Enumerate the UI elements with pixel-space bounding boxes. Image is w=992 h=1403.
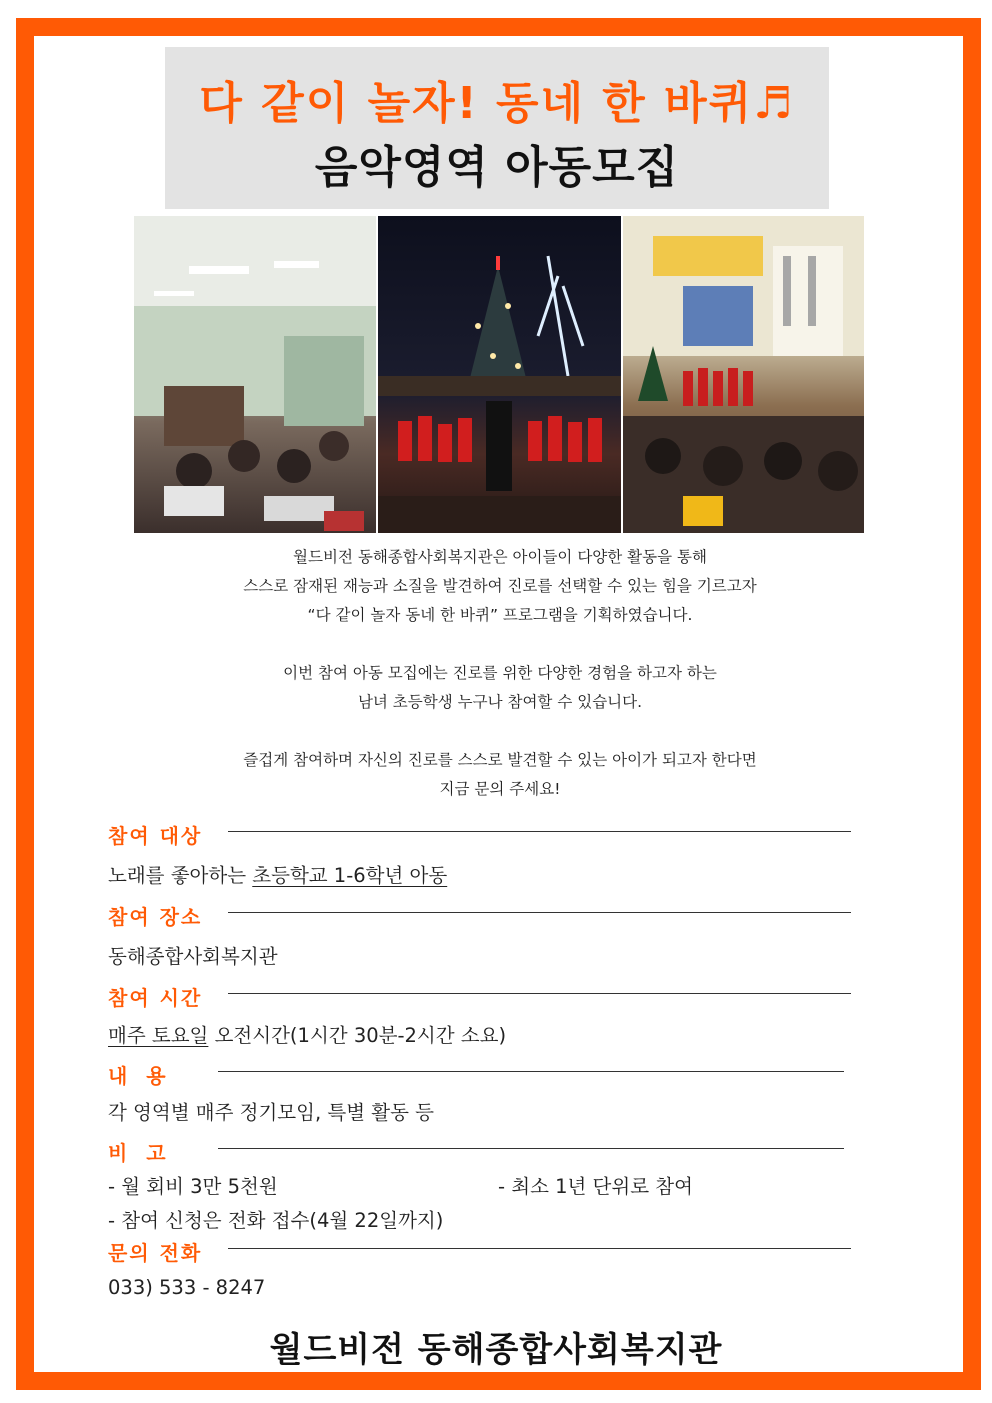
target-underlined: 초등학교 1-6학년 아동 <box>252 864 448 887</box>
contact-phone[interactable]: 033) 533 - 8247 <box>108 1276 266 1299</box>
contact-label: 문의 전화 <box>108 1241 203 1265</box>
time-value <box>108 1020 506 1048</box>
contact-divider <box>228 1248 851 1249</box>
time-suffix: 오전시간(1시간 30분-2시간 소요) <box>208 1024 507 1047</box>
content-divider <box>218 1071 844 1072</box>
time-divider <box>228 993 851 994</box>
photo-church-performance <box>623 216 864 533</box>
intro-line: 즐겁게 참여하며 자신의 진로를 스스로 발견할 수 있는 아이가 되고자 한다면 <box>243 751 757 769</box>
place-value: 동해종합사회복지관 <box>108 945 278 968</box>
subheadline: 음악영역 아동모집 <box>314 142 680 193</box>
place-divider <box>228 912 851 913</box>
notes-item-duration: - 최소 1년 단위로 참여 <box>498 1175 693 1198</box>
notes-label: 비 고 <box>108 1141 172 1165</box>
photo-strip <box>134 216 864 533</box>
target-value <box>108 860 447 888</box>
target-divider <box>228 831 851 832</box>
footer-organization: 월드비전 동해종합사회복지관 <box>269 1330 723 1370</box>
intro-line: 스스로 잠재된 재능과 소질을 발견하여 진로를 선택할 수 있는 힘을 기르고자 <box>243 577 757 595</box>
intro-line: 월드비전 동해종합사회복지관은 아이들이 다양한 활동을 통해 <box>293 548 707 566</box>
intro-text <box>100 543 900 804</box>
content-label: 내 용 <box>108 1064 172 1088</box>
photo-practice-room <box>134 216 376 533</box>
notes-item-apply: - 참여 신청은 전화 접수(4월 22일까지) <box>108 1209 444 1232</box>
notes-item-fee: - 월 회비 3만 5천원 <box>108 1175 278 1198</box>
content-value: 각 영역별 매주 정기모임, 특별 활동 등 <box>108 1101 434 1124</box>
intro-line: 이번 참여 아동 모집에는 진로를 위한 다양한 경험을 하고자 하는 <box>283 664 717 682</box>
time-underlined: 매주 토요일 <box>108 1024 209 1047</box>
intro-line: 지금 문의 주세요! <box>439 780 561 798</box>
intro-line: “다 같이 놀자 동네 한 바퀴” 프로그램을 기획하였습니다. <box>307 606 693 624</box>
photo-night-concert <box>378 216 621 533</box>
notes-divider <box>218 1148 844 1149</box>
intro-line: 남녀 초등학생 누구나 참여할 수 있습니다. <box>357 693 643 711</box>
title-banner <box>165 47 829 209</box>
target-prefix: 노래를 좋아하는 <box>108 864 253 887</box>
target-label: 참여 대상 <box>108 824 203 848</box>
headline: 다 같이 놀자! 동네 한 바퀴♬ <box>199 78 795 129</box>
time-label: 참여 시간 <box>108 986 203 1010</box>
place-label: 참여 장소 <box>108 905 203 929</box>
